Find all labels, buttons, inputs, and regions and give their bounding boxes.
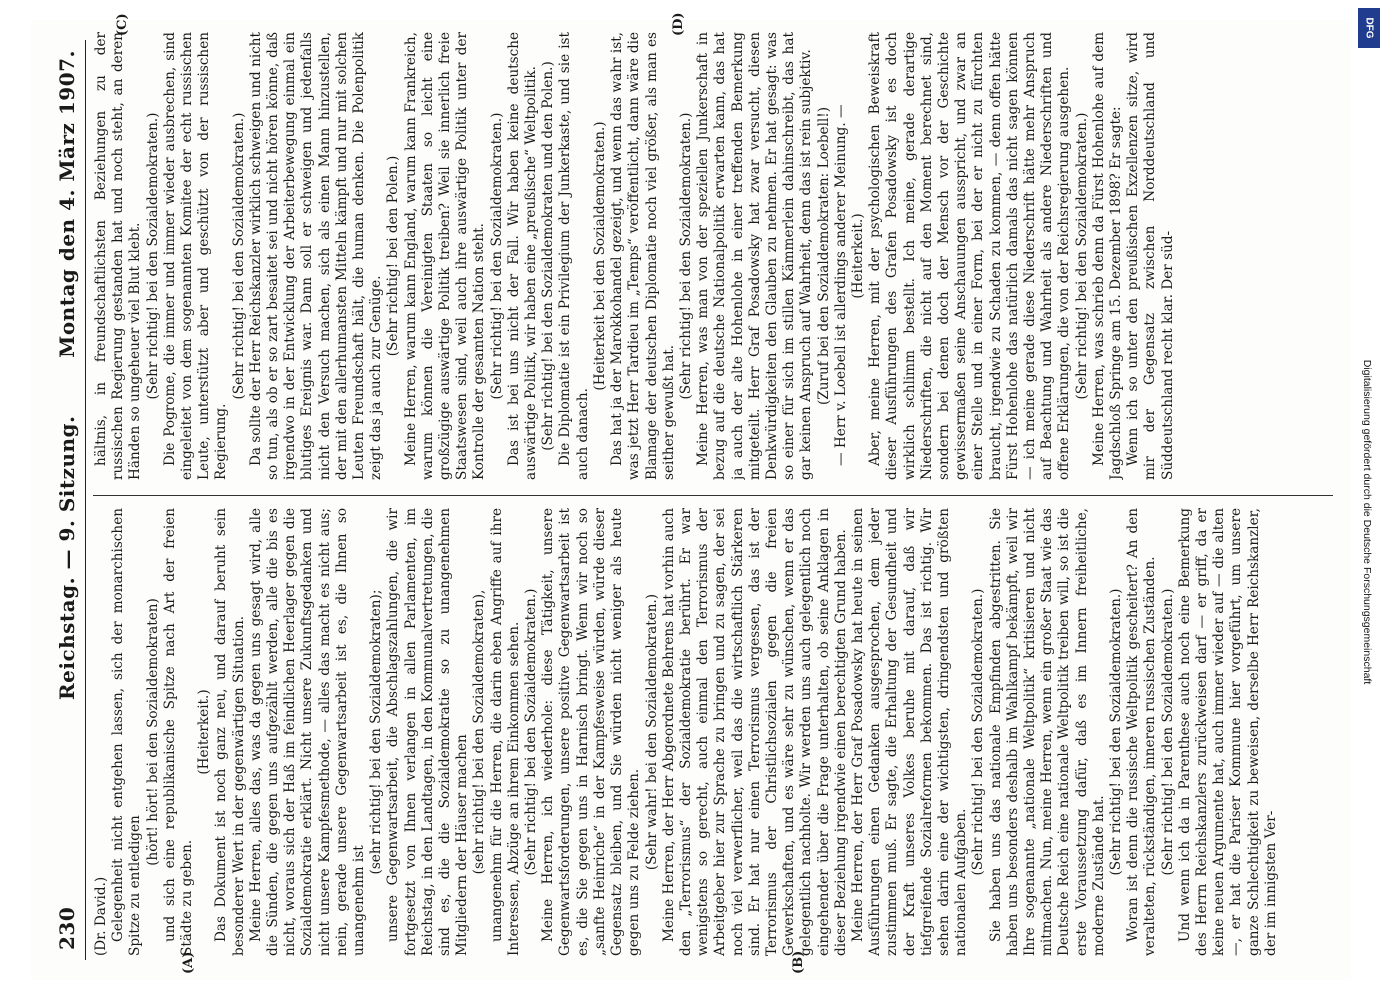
paragraph: Und wenn ich da in Parenthese auch noch eine Bemerkung des Herrn Reichskanzlers zurückweisen darf — er griff, da er keine neuen Argumente hat, auch immer wieder auf — die alten —, er hat die Pariser Kommune hier vorgeführt, um unsere ganze Schlechtigkeit zu beweisen, derselbe Herr Reichskanzler, der im innigsten Ver- — [1176, 508, 1279, 956]
paragraph: Die Diplomatie ist ein Privilegium der Junkerkaste, und sie ist auch danach. — [557, 32, 591, 480]
interjection: (Sehr richtig! bei den Sozialdemokraten.) — [970, 588, 987, 876]
interjection: (Sehr richtig! bei den Sozialdemokraten.) — [523, 588, 540, 876]
interjection: (Sehr richtig! bei den Sozialdemokraten.) — [230, 112, 247, 400]
paragraph: Gelegenheit nicht entgehen lassen, sich der monarchischen Spitze zu entledigen — [110, 508, 144, 956]
paragraph: Das ist bei uns nicht der Fall. Wir haben keine deutsche auswärtige Politik, wir haben eine „preußische“ Weltpolitik. — [505, 32, 540, 480]
paragraph: Das Dokument ist noch ganz neu, und darauf beruht sein besonderer Wert in der gegenwärtigen Situation. — [213, 508, 247, 956]
page-header — [49, 40, 89, 960]
left-running-title: Reichstag. — 9. Sitzung. — [55, 415, 79, 700]
interjection: (Sehr richtig! bei den Sozialdemokraten.) — [677, 112, 694, 400]
paragraph: — Herr v. Loebell ist allerdings anderer Meinung. — — [832, 104, 849, 466]
paragraph: Sie haben uns das nationale Empfinden abgestritten. Sie haben uns besonders deshalb im Wahlkampf bekämpft, weil wir Ihre sogenannte „nationale Weltpolitik“ kritisieren und nicht mitmachen. Nun, meine Herren, wenn ein großer Staat wie das Deutsche Reich eine nationale Weltpolitik treiben will, so ist die erste Voraussetzung dafür, daß es im Innern freiheitliche, moderne Zustände hat. — [987, 508, 1107, 956]
interjection: (Sehr wahr! bei den Sozialdemokraten.) — [643, 593, 660, 871]
page-number: 230 — [55, 906, 79, 950]
interjection: (Sehr richtig! bei den Sozialdemokraten und den Polen.) — [540, 61, 557, 451]
column-divider — [93, 495, 1333, 496]
right-running-title: Montag den 4. März 1907. — [55, 50, 79, 358]
paragraph: und sich eine republikanische Spitze nach Art der freien Städte zu geben. — [161, 508, 196, 956]
interjection: (sehr richtig! bei den Sozialdemokraten); — [368, 589, 385, 875]
paragraph: Woran ist denn die russische Weltpolitik gescheitert? An den veralteten, rückständigen, inneren russischen Zuständen. — [1125, 508, 1159, 956]
paragraph: Meine Herren, was man von der speziellen Junkerschaft in bezug auf die deutsche Nationalpolitik erwarten kann, das hat ja auch der alte Hohenlohe in einer treffenden Bemerkung mitgeteilt. Herr Graf Posadowsky hat zwar versucht, diesen Denkwürdigkeiten den Glauben zu nehmen. Er hat gesagt: was so einer für sich im stillen Kämmerlein dahinschreibt, das hat gar keinen Anspruch auf Wahrheit, denn das ist rein subjektiv. — [695, 32, 815, 480]
interjection: (Zuruf bei den Sozialdemokraten: Loebell!) — [815, 106, 832, 406]
interjection: (Heiterkeit.) — [196, 689, 213, 775]
interjection: (Sehr richtig! bei den Sozialdemokraten.) — [488, 112, 505, 400]
paragraph: hältnis, in freundschaftlichsten Beziehungen zu der russischen Regierung gestanden hat und noch steht, an deren Händen so ungeheuer viel Blut klebt. — [93, 32, 144, 480]
paragraph: Das hat ja der Marokkohandel gezeigt, und wenn das wahr ist, was jetzt Herr Tardieu im „Temps“ veröffentlicht, dann wäre die Blamage der deutschen Diplomatie noch viel größer, als man es seither gewußt hat. — [609, 32, 677, 480]
paragraph: Meine Herren, der Herr Abgeordnete Behrens hat vorhin auch den „Terrorismus“ der Sozialdemokratie berührt. Er war wenigstens so gerecht, auch einmal den Terrorismus der Arbeitgeber hier zur Sprache zu bringen und zu sagen, der sei noch viel verwerflicher, weil das die wirtschaftlich Stärkeren sind. Er hat nur einen Terrorismus vergessen, das ist der Terrorismus der Christlichsozialen gegen die freien Gewerkschaften, und es wäre sehr zu wünschen, wenn er das gelegentlich nachholte. Wir werden uns auch gelegentlich noch eingehender über die Frage unterhalten, ob seine Anklagen in dieser Beziehung irgendwie einen berechtigten Grund haben. — [660, 508, 849, 956]
interjection: (sehr richtig! bei den Sozialdemokraten), — [471, 589, 488, 875]
margin-marker-d: (D) — [671, 12, 686, 36]
paragraph: unsere Gegenwartsarbeit, die Abschlagszahlungen, die wir fortgesetzt von Ihnen verlangen in allen Parlamenten, im Reichstag, in den Landtagen, in den Kommunalvertretungen, die sind es, die die Sozialdemokratie so zu unangenehmen Mitgliedern der Häuser machen — [385, 508, 471, 956]
paragraph: Meine Herren, alles das, was da gegen uns gesagt wird, alle die Sünden, die gegen uns aufgezählt werden, alle die bis es nicht, woraus sich der Haß im feindlichen Heerlager gegen die Sozialdemokratie erklärt. Nicht unsere Zukunftsgedanken und nicht unsere Kampfesmethode, — alles das macht es nicht aus; nein, gerade unsere Gegenwartsarbeit ist es, die Ihnen so unangenehm ist — [247, 508, 368, 956]
interjection: (Sehr richtig! bei den Sozialdemokraten.) — [1073, 112, 1090, 400]
interjection: (Sehr richtig! bei den Polen.) — [385, 155, 402, 357]
margin-marker-b: (B) — [791, 950, 806, 974]
left-text-column — [93, 508, 1333, 956]
paragraph: Die Pogrome, die immer und immer wieder ausbrechen, sind eingeleitet von dem sogenannten Komitee der echt russischen Leute, unterstützt aber und geschützt von der russischen Regierung. — [161, 32, 230, 480]
paragraph: Meine Herren, was schrieb denn da Fürst Hohenlohe auf dem Jagdschloß Springe am 15. Dezember 1898? Er sagte: — [1090, 32, 1124, 480]
margin-marker-a: (A) — [181, 951, 196, 974]
margin-marker-c: (C) — [115, 13, 130, 36]
paragraph: Meine Herren, ich wiederhole: diese Tätigkeit, unsere Gegenwartsforderungen, unsere positive Gegenwartsarbeit ist es, die Sie gegen uns in Harnisch bringt. Wenn wir noch so „sanfte Heinriche“ in der Kampfesweise würden, würde dieser Gegensatz bleiben, und Sie würden nicht weniger als heute gegen uns zu Felde ziehen. — [540, 508, 643, 956]
right-text-column — [93, 32, 1333, 480]
digitization-credit: Digitalisierung gefördert durch die Deutsche Forschungsgemeinschaft — [1361, 359, 1373, 685]
paragraph: Meine Herren, warum kann England, warum kann Frankreich, warum können die Vereinigten Staaten so leicht eine großzügige auswärtige Politik treiben? Weil sie innerlich freie Staatswesen sind, weil auch ihre auswärtige Politik unter der Kontrolle der gesamten Nation steht. — [402, 32, 488, 480]
speaker-label: (Dr. David.) — [93, 876, 109, 956]
interjection: (Heiterkeit bei den Sozialdemokraten.) — [591, 121, 608, 391]
header-rule — [85, 40, 86, 960]
interjection: (Sehr richtig! bei den Sozialdemokraten.) — [144, 112, 161, 400]
paragraph: Meine Herren, der Herr Graf Posadowsky hat heute in seinen Ausführungen einen Gedanken ausgesprochen, dem jeder zustimmen muß. Er sagte, die Erhaltung der Gesundheit und der Kraft unseres Volkes beruhe mit darauf, daß wir tiefgreifende Sozialreformen bekommen. Das ist richtig. Wir sehen darin eine der wichtigsten, dringendsten und größten nationalen Aufgaben. — [849, 508, 970, 956]
paragraph: Aber, meine Herren, mit der psychologischen Beweiskraft dieser Ausführungen des Grafen Posadowsky ist es doch wirklich schlimm bestellt. Ich meine, gerade derartige Niederschriften, die nicht auf den Moment berechnet sind, sondern bei denen doch der Mensch vor der Geschichte gewissermaßen seine Anschauungen ausspricht, und zwar an einer Stelle und in einer Form, bei der er nicht zu fürchten braucht, irgendwie zu Schaden zu kommen, — denn offen hätte Fürst Hohenlohe das natürlich damals das nicht sagen können — ich meine gerade diese Niederschrift hätte mehr Anspruch auf Beachtung und Wahrheit als andere Niederschriften und offene Erklärungen, die von der Reichsregierung ausgehen. — [867, 32, 1073, 480]
paragraph: Da sollte der Herr Reichskanzler wirklich schweigen und nicht so tun, als ob er so zart besaitet sei und nicht hören könne, daß irgendwo in der Entwicklung der Arbeiterbewegung einmal ein blutiges Ereignis war. Dann soll er schweigen und jedenfalls nicht den Versuch machen, sich als einen Mann hinzustellen, der mit den allerhumansten Mitteln kämpft und nur mit solchen Leuten Freundschaft hält, die human denken. Die Polenpolitik zeigt das ja auch zur Genüge. — [247, 32, 385, 480]
paragraph: Wenn ich so unter den preußischen Exzellenzen sitze, wird mir der Gegensatz zwischen Norddeutschland und Süddeutschland recht klar. Der süd- — [1125, 32, 1176, 480]
dfg-logo: DFG — [1358, 8, 1380, 48]
interjection: (Sehr richtig! bei den Sozialdemokraten.) — [1107, 588, 1124, 876]
interjection: (hört! hört! bei den Sozialdemokraten) — [144, 598, 161, 866]
paragraph: unangenehm für die Herren, die darin eben Angriffe auf ihre Interessen, Abzüge an ihrem Einkommen sehen. — [488, 508, 522, 956]
scanned-page — [31, 12, 1351, 980]
interjection: (Heiterkeit.) — [849, 213, 866, 299]
interjection: (Sehr richtig! bei den Sozialdemokraten.) — [1159, 588, 1176, 876]
